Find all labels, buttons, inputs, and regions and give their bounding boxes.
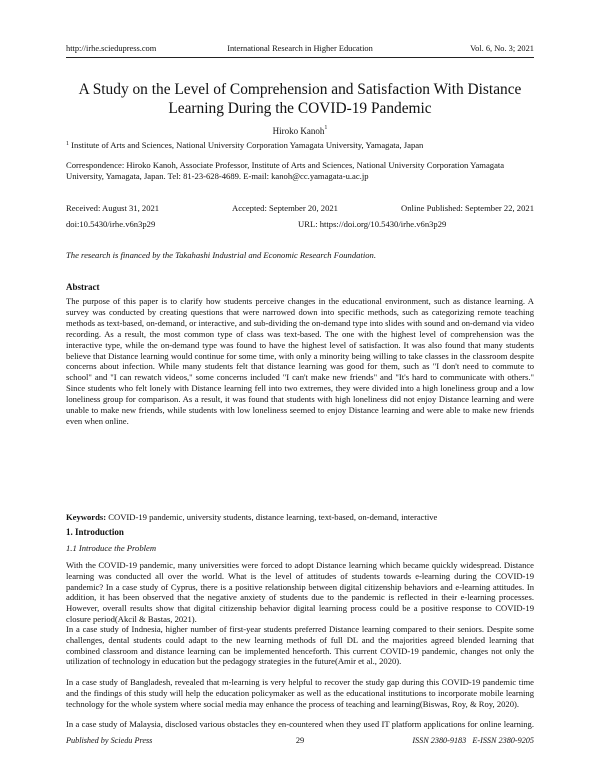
author-mark: 1 — [324, 125, 328, 131]
running-header-volume: Vol. 6, No. 3; 2021 — [470, 44, 534, 53]
abstract-text: The purpose of this paper is to clarify how students perceive changes in the educational environment, such as distance learning. A survey was conducted by creating questions that were narrowed down into specific methods, such as categorizing remote teaching methods as text-based, on-demand, or interactive, and sub-dividing the on-demand type into slides with sound and on-demand via video recording. As a result, the most common type of class was text-based. The one with the highest level of comprehension was the interactive type, while the on-demand type was found to have the highest level of satisfaction. It was also found that many students believe that Distance learning would continue for some time, with only a minority being willing to take classes in the classroom despite concerns about infection. While many students felt that distance learning was good for them, such as "I don't need to commute to school" and "I can rewatch videos," some concerns included "I can't make new friends" and "It's hard to communicate with others." Since students who felt lonely with Distance learning fell into two extremes, they were divided into a high loneliness group and a low loneliness group for comparison. As a result, it was found that students with high loneliness did not enjoy Distance learning and were unable to make new friends, while students with low loneliness seemed to enjoy Distance learning and were able to make new friends even when online. — [66, 296, 535, 426]
doi-url[interactable]: URL: https://doi.org/10.5430/irhe.v6n3p29 — [298, 219, 447, 229]
accepted-date: Accepted: September 20, 2021 — [232, 203, 338, 213]
correspondence: Correspondence: Hiroko Kanoh, Associate Professor, Institute of Arts and Sciences, National University Corporation Yamagata University, Yamagata, Japan. Tel: 81-23-628-4689. E-mail: kanoh@cc.yamagata-u.ac.jp — [66, 160, 505, 181]
affiliation-text: Institute of Arts and Sciences, National University Corporation Yamagata University, Yamagata, Japan — [71, 140, 424, 150]
body-paragraph: In a case study of Bangladesh, revealed that m-learning is very helpful to recover the study gap during this COVID-19 pandemic time and the findings of this study will help the education policymaker as well as the educational institutions to incorporate mobile learning technology for the whole system where social media may enhance the process of teaching and learning(Biswas, Roy, & Roy, 2020). — [66, 677, 534, 709]
keywords-text: COVID-19 pandemic, university students, distance learning, text-based, on-demand, interactive — [108, 512, 438, 522]
author-name: Hiroko Kanoh — [272, 126, 325, 136]
published-date: Online Published: September 22, 2021 — [401, 203, 534, 213]
paper-title: A Study on the Level of Comprehension and Satisfaction With Distance Learning During the COVID-19 Pandemic — [78, 81, 522, 117]
footer-publisher: Published by Sciedu Press — [66, 736, 153, 745]
received-date: Received: August 31, 2021 — [66, 203, 160, 213]
page-number: 29 — [295, 736, 305, 745]
keywords-label: Keywords: — [66, 512, 107, 522]
body-paragraph: With the COVID-19 pandemic, many universities were forced to adopt Distance learning which became quickly widespread. Distance learning was conducted all over the world. What is the level of attitudes of students towards e-learning during the COVID-19 pandemic? In a case study of Cyprus, there is a positive relationship between digital citizenship behaviors and e-learning attitudes. In addition, it has been observed that the negative anxiety of students due to the pandemic is reflected in their e-learning processes. However, overall results show that digital citizenship behavior digital learning process could be a positive response to COVID-19 closure period(Akcil & Bastas, 2021). — [66, 560, 534, 624]
abstract-heading: Abstract — [66, 282, 100, 292]
subsection-heading: 1.1 Introduce the Problem — [66, 543, 157, 553]
affiliation — [66, 140, 534, 151]
body-paragraph: In a case study of Indnesia, higher number of first-year students preferred Distance learning compared to their seniors. Despite some challenges, dental students could adapt to the new learning methods of full DL and the majorities agreed blended learning that combined classroom and distance learning can be implemented henceforth. This current COVID-19 pandemic, changes not only the utilization of technology in education but the pedagogy strategies in the future(Amir et al., 2020). — [66, 624, 534, 667]
section-heading: 1. Introduction — [66, 527, 124, 537]
running-header-journal: International Research in Higher Education — [227, 44, 373, 53]
header-rule — [66, 57, 534, 58]
funding-note: The research is financed by the Takahashi Industrial and Economic Research Foundation. — [66, 250, 376, 260]
footer-issn: ISSN 2380-9183 E-ISSN 2380-9205 — [412, 736, 534, 745]
running-header-url: http://irhe.sciedupress.com — [66, 44, 157, 53]
author-line — [66, 126, 534, 136]
doi[interactable]: doi:10.5430/irhe.v6n3p29 — [66, 219, 156, 229]
keywords — [66, 512, 534, 523]
body-paragraph: In a case study of Malaysia, disclosed various obstacles they en-countered when they used IT platform applications for online learning. — [66, 719, 534, 729]
affiliation-mark: 1 — [66, 141, 69, 147]
